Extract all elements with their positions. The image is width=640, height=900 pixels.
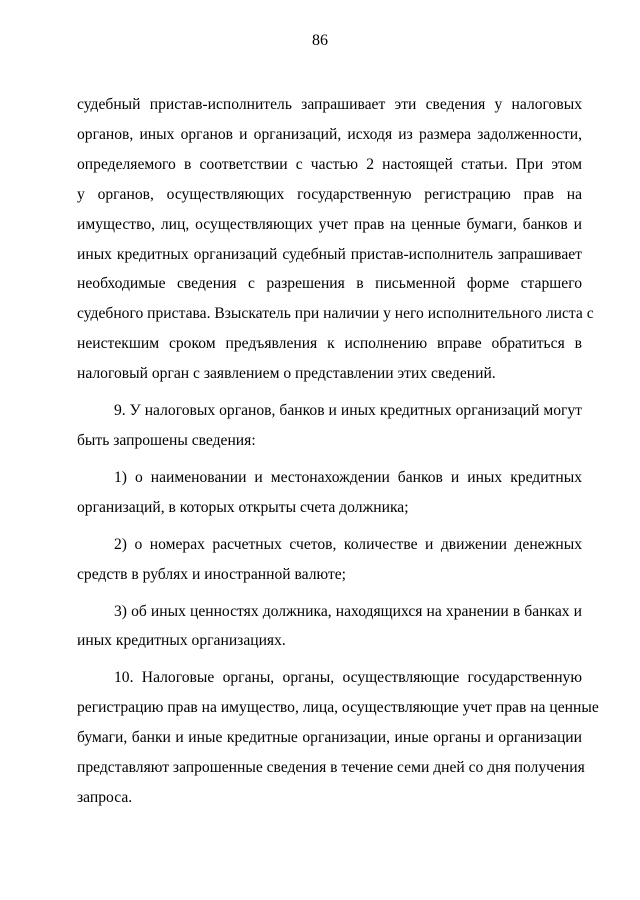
- paragraph: [77, 463, 582, 523]
- text-line: 9. У налоговых органов, банков и иных кредитных организаций могут: [114, 402, 582, 420]
- paragraph: [77, 530, 582, 590]
- paragraph: [77, 597, 582, 657]
- text-line: представляют запрошенные сведения в течение семи дней со дня получения: [77, 759, 585, 777]
- page-number: 86: [312, 32, 328, 49]
- text-line: 10. Налоговые органы, органы, осуществляющие государственную: [114, 669, 582, 687]
- text-line: бумаги, банки и иные кредитные организации, иные органы и организации: [77, 729, 582, 747]
- paragraph: [77, 90, 594, 389]
- text-line: неистекшим сроком предъявления к исполнению вправе обратиться в: [77, 335, 582, 353]
- document-body: [77, 90, 599, 820]
- paragraph: [77, 663, 599, 813]
- text-line: 1) о наименовании и местонахождении банков и иных кредитных: [114, 468, 582, 486]
- paragraph: [77, 396, 582, 456]
- text-line: иных кредитных организаций судебный пристав-исполнитель запрашивает: [77, 245, 582, 263]
- text-line: у органов, осуществляющих государственную регистрацию прав на: [77, 185, 582, 203]
- text-line: 2) о номерах расчетных счетов, количестве и движении денежных: [114, 535, 582, 553]
- text-line: иных кредитных организациях.: [77, 632, 286, 650]
- text-line: регистрацию прав на имущество, лица, осуществляющие учет прав на ценные: [77, 699, 599, 717]
- text-line: определяемого в соответствии с частью 2 настоящей статьи. При этом: [77, 155, 582, 173]
- text-line: налоговый орган с заявлением о представлении этих сведений.: [77, 365, 496, 383]
- text-line: судебного пристава. Взыскатель при наличии у него исполнительного листа с: [77, 305, 594, 323]
- text-line: судебный пристав-исполнитель запрашивает эти сведения у налоговых: [77, 96, 582, 113]
- text-line: быть запрошены сведения:: [77, 431, 256, 449]
- text-line: средств в рублях и иностранной валюте;: [77, 565, 347, 583]
- text-line: организаций, в которых открыты счета должника;: [77, 498, 409, 516]
- text-line: имущество, лиц, осуществляющих учет прав на ценные бумаги, банков и: [77, 215, 582, 233]
- text-line: необходимые сведения с разрешения в письменной форме старшего: [77, 275, 582, 293]
- text-line: запроса.: [77, 788, 133, 806]
- text-line: органов, иных органов и организаций, исходя из размера задолженности,: [77, 125, 582, 143]
- text-line: 3) об иных ценностях должника, находящихся на хранении в банках и: [114, 602, 582, 620]
